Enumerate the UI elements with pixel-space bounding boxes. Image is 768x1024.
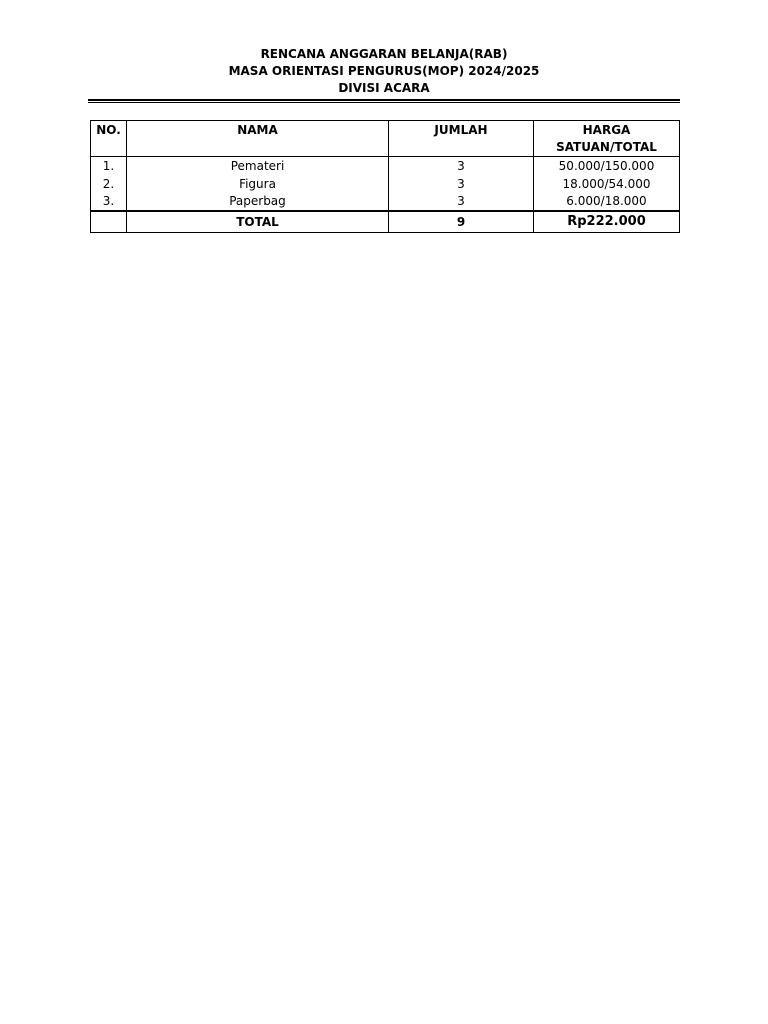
cell-jumlah: 3 [389,157,534,175]
column-header-nama: NAMA [127,121,389,157]
document-subtitle: MASA ORIENTASI PENGURUS(MOP) 2024/2025 [228,64,540,78]
cell-jumlah: 3 [389,175,534,193]
table-row [91,157,680,175]
column-header-harga-line1: HARGA [582,123,631,137]
cell-total-jumlah: 9 [389,211,534,233]
column-header-harga-line2: SATUAN/TOTAL [556,140,657,154]
header-divider-thick [88,99,680,101]
table-total-row [91,211,680,233]
table-row [91,193,680,211]
cell-nama: Pemateri [127,157,389,175]
cell-no: 3. [91,193,127,211]
cell-no: 2. [91,175,127,193]
table-row [91,175,680,193]
cell-harga: 6.000/18.000 [534,193,680,211]
budget-table [90,120,680,233]
cell-harga: 50.000/150.000 [534,157,680,175]
cell-total-label: TOTAL [127,211,389,233]
document-division: DIVISI ACARA [338,81,430,95]
cell-harga: 18.000/54.000 [534,175,680,193]
cell-total-no [91,211,127,233]
cell-no: 1. [91,157,127,175]
document-title: RENCANA ANGGARAN BELANJA(RAB) [260,47,508,61]
table-header-row [91,121,680,157]
cell-jumlah: 3 [389,193,534,211]
column-header-no: NO. [91,121,127,157]
column-header-harga [534,121,680,157]
cell-nama: Paperbag [127,193,389,211]
document-header [0,46,768,97]
header-divider-thin [88,102,680,103]
cell-nama: Figura [127,175,389,193]
cell-total-harga: Rp222.000 [534,211,680,233]
column-header-jumlah: JUMLAH [389,121,534,157]
